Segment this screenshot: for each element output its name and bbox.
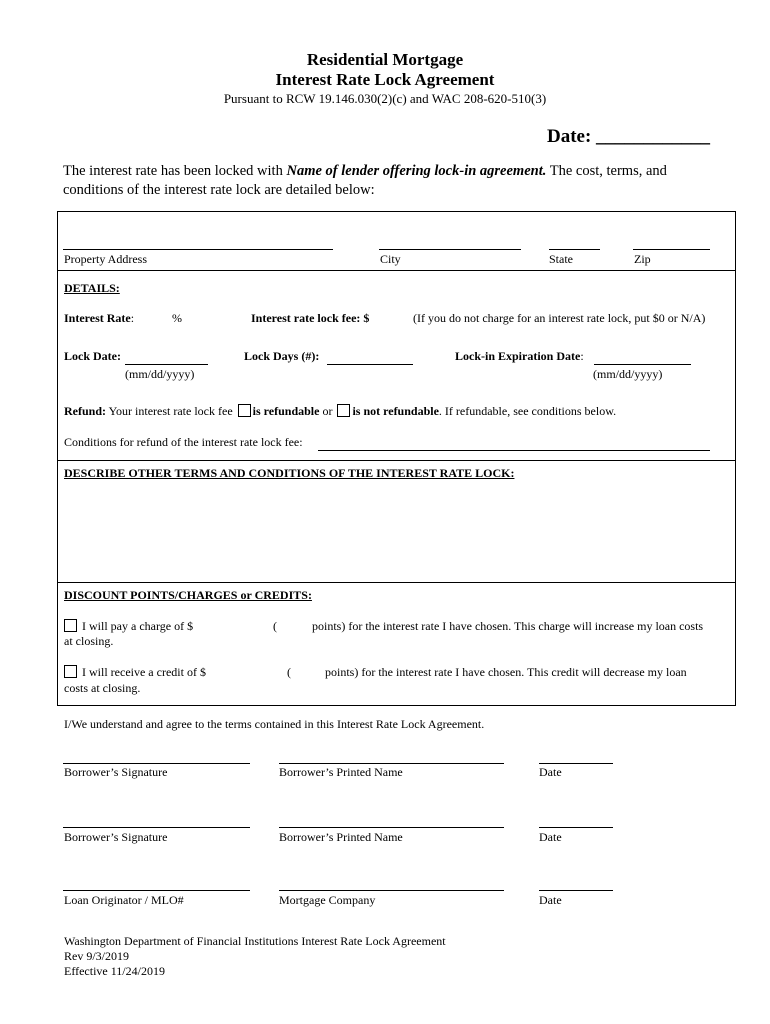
state-label: State [549,252,573,266]
charge-paren: ( [273,619,277,633]
mortgage-company-label: Mortgage Company [279,893,376,907]
lock-fee-label[interactable]: Interest rate lock fee: $ [251,311,370,325]
date-line-2[interactable] [539,827,613,828]
mortgage-company-line[interactable] [279,890,504,891]
borrower-signature-line-1[interactable] [63,763,250,764]
credit-paren: ( [287,665,291,679]
refundable-checkbox[interactable] [238,404,251,417]
discount-heading: DISCOUNT POINTS/CHARGES or CREDITS: [64,588,312,602]
printed-name-label-2: Borrower’s Printed Name [279,830,403,844]
refund-conditions-label: Conditions for refund of the interest rate lock fee: [64,435,303,449]
property-address-line[interactable] [63,249,333,250]
document-title-line2: Interest Rate Lock Agreement [275,70,495,89]
loan-originator-line[interactable] [63,890,250,891]
agreement-statement: I/We understand and agree to the terms contained in this Interest Rate Lock Agreement. [64,717,485,731]
zip-line[interactable] [633,249,710,250]
city-line[interactable] [379,249,521,250]
other-terms-area[interactable] [64,484,729,580]
pursuant-statute: Pursuant to RCW 19.146.030(2)(c) and WAC 208-620-510(3) [223,91,547,106]
interest-rate-label: Interest Rate: [64,311,135,325]
date-field[interactable]: Date: ____________ [547,126,711,147]
charge-row: I will pay a charge of $ [64,619,193,634]
borrower-signature-label-2: Borrower’s Signature [64,830,168,844]
details-heading: DETAILS: [64,281,120,295]
expiration-date-line[interactable] [594,364,691,365]
city-label: City [380,252,401,266]
credit-line2: costs at closing. [64,681,141,695]
loan-originator-label: Loan Originator / MLO# [64,893,184,907]
property-address-label: Property Address [64,252,147,266]
state-line[interactable] [549,249,600,250]
printed-name-label-1: Borrower’s Printed Name [279,765,403,779]
lock-date-label: Lock Date: [64,349,121,363]
interest-rate-percent[interactable]: % [172,311,182,325]
printed-name-line-1[interactable] [279,763,504,764]
refund-conditions-line[interactable] [318,450,710,451]
charge-points-text: points) for the interest rate I have chosen. This charge will increase my loan costs [312,619,704,633]
charge-checkbox[interactable] [64,619,77,632]
date-label-2: Date [539,830,562,844]
footer-form-name: Washington Department of Financial Institutions Interest Rate Lock Agreement [64,934,446,948]
credit-checkbox[interactable] [64,665,77,678]
document-title-line1: Residential Mortgage [306,50,464,69]
date-label-3: Date [539,893,562,907]
borrower-signature-label-1: Borrower’s Signature [64,765,168,779]
date-label-1: Date [539,765,562,779]
section-divider [57,270,736,271]
lender-name-placeholder[interactable]: Name of lender offering lock-in agreement. [286,163,547,179]
section-divider [57,460,736,461]
lock-fee-note: (If you do not charge for an interest rate lock, put $0 or N/A) [413,311,706,325]
intro-paragraph: The interest rate has been locked with Name of lender offering lock-in agreement. The cost, terms, and conditions of the interest rate lock are detailed below: [63,163,667,198]
printed-name-line-2[interactable] [279,827,504,828]
borrower-signature-line-2[interactable] [63,827,250,828]
zip-label: Zip [634,252,651,266]
lock-days-line[interactable] [327,364,413,365]
lock-date-line[interactable] [125,364,208,365]
lock-days-label: Lock Days (#): [244,349,320,363]
other-terms-heading: DESCRIBE OTHER TERMS AND CONDITIONS OF THE INTEREST RATE LOCK: [64,466,515,480]
section-divider [57,582,736,583]
charge-line2: at closing. [64,634,114,648]
date-line-3[interactable] [539,890,613,891]
refund-row: Refund: Your interest rate lock fee is refundable or is not refundable. If refundable, see conditions below. [64,404,617,418]
expiration-date-label: Lock-in Expiration Date: [455,349,584,363]
credit-row: I will receive a credit of $ [64,665,206,680]
credit-points-text: points) for the interest rate I have chosen. This credit will decrease my loan [325,665,687,679]
expiration-date-format: (mm/dd/yyyy) [593,367,663,381]
footer-effective-date: Effective 11/24/2019 [64,964,165,978]
lock-date-format: (mm/dd/yyyy) [125,367,195,381]
date-line-1[interactable] [539,763,613,764]
footer-revision: Rev 9/3/2019 [64,949,129,963]
not-refundable-checkbox[interactable] [337,404,350,417]
